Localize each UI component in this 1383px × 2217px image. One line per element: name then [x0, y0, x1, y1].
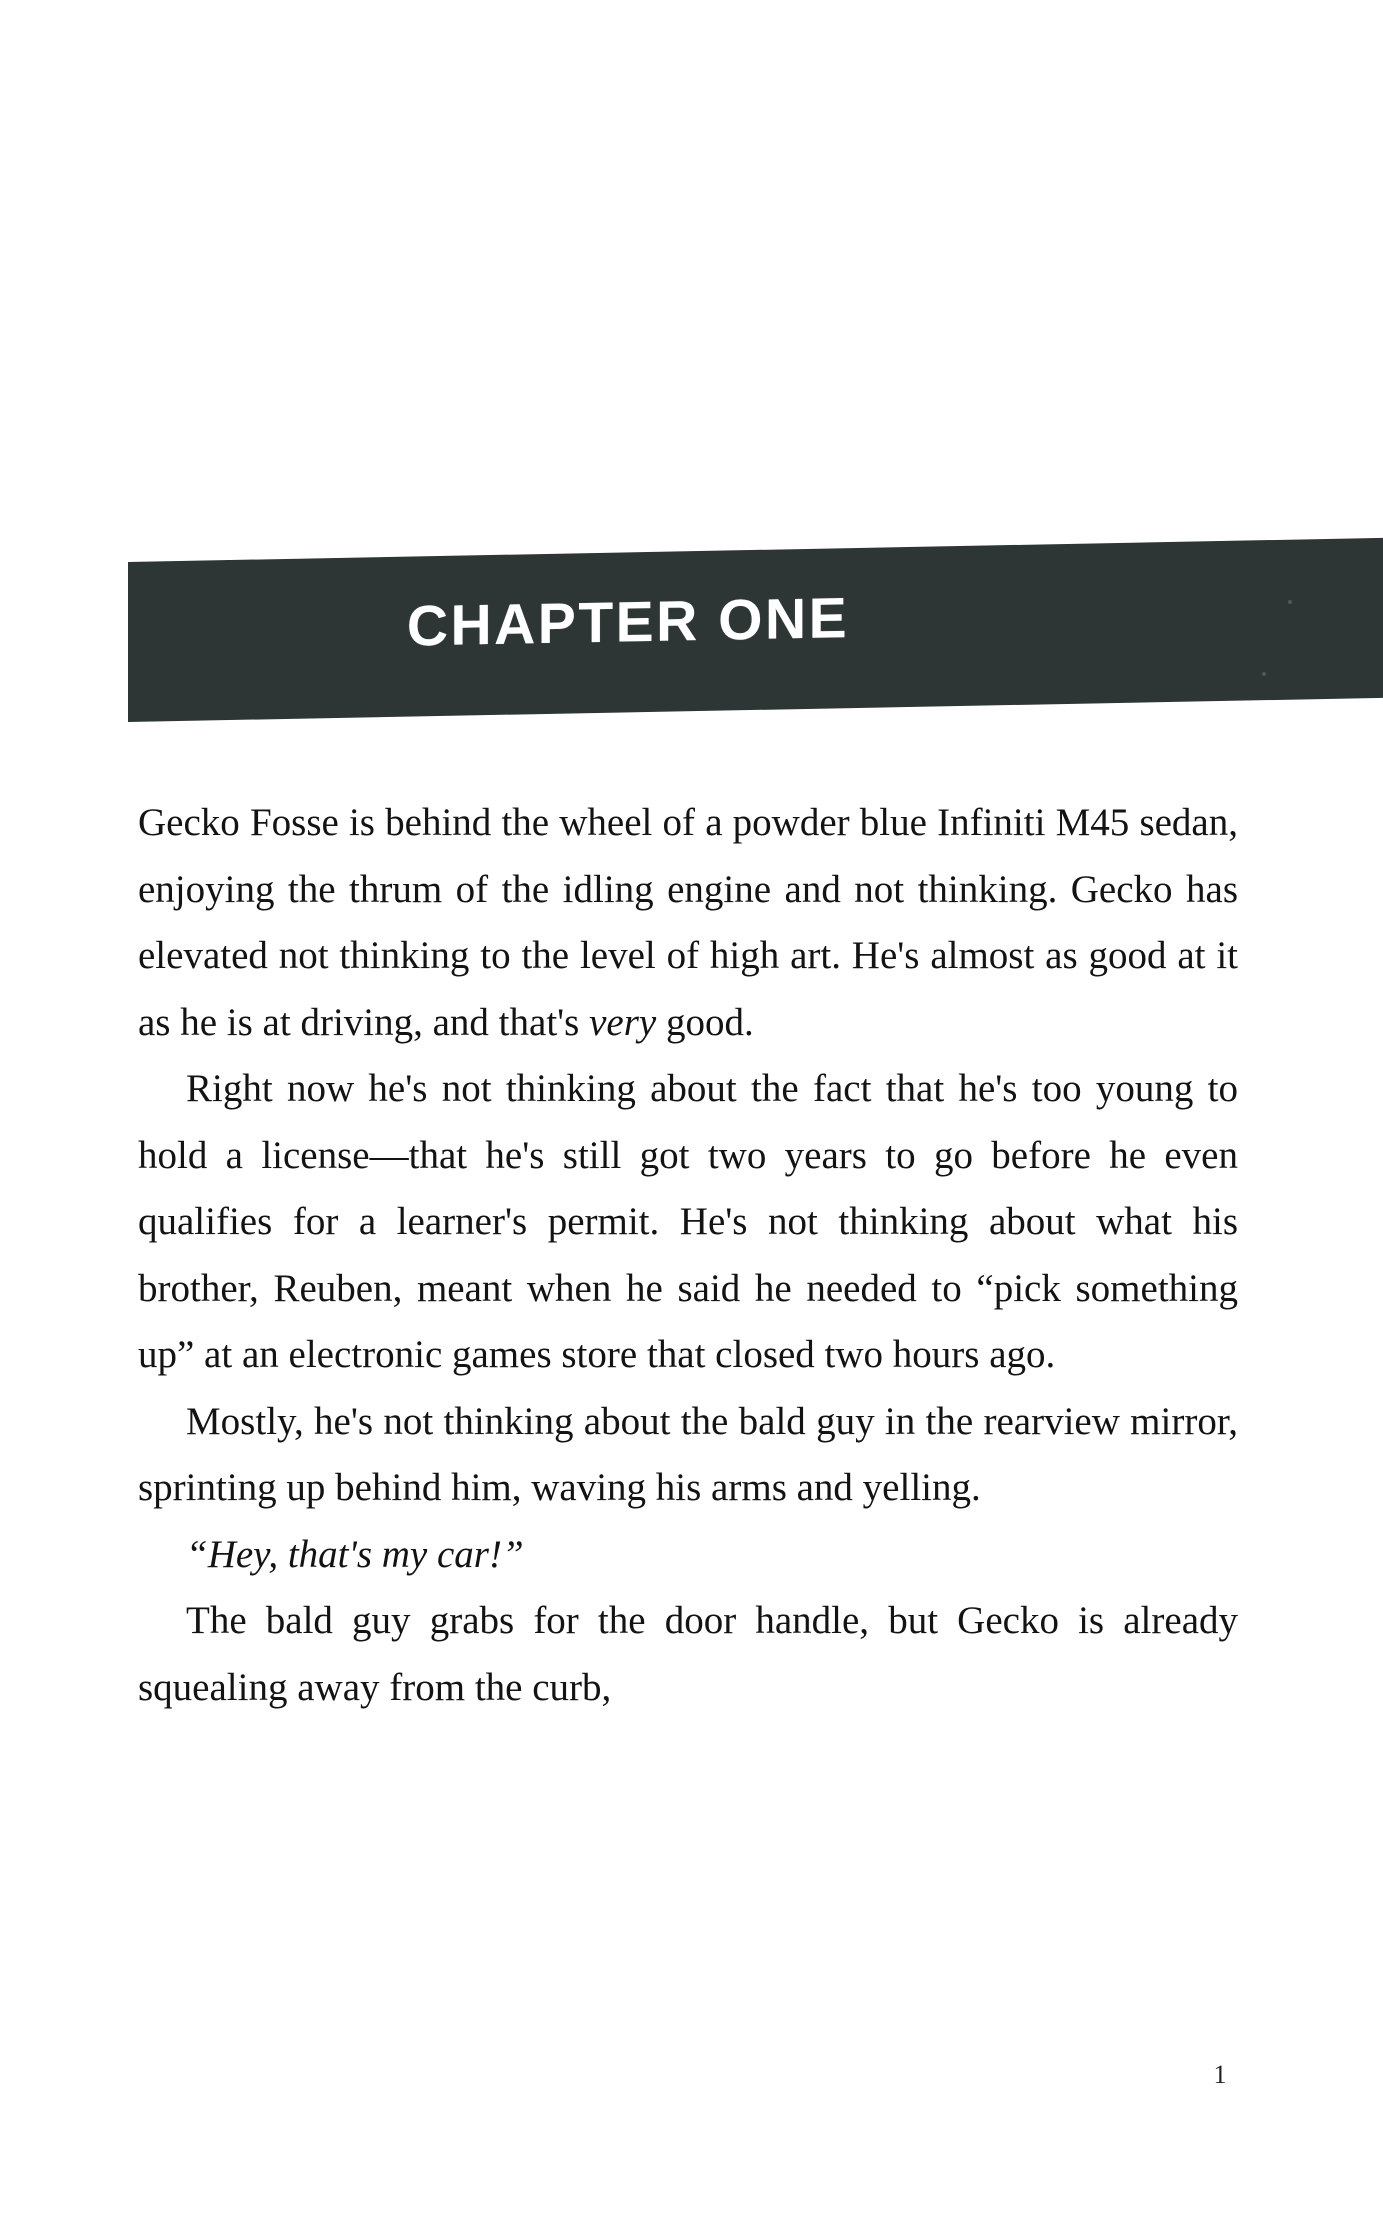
paragraph-2: Right now he's not thinking about the fact that he's too young to hold a license—that he's still got two years to go before he even qualifies for a learner's permit. He's not thinking about what his brother, Reuben, meant when he said he needed to “pick something up” at an electronic games store that closed two hours ago. — [138, 1067, 1238, 1376]
chapter-heading: CHAPTER ONE — [406, 586, 850, 659]
paragraph-1 — [138, 790, 1238, 1056]
page-number: 1 — [1213, 2060, 1227, 2089]
paragraph-1-emphasis: very — [589, 1000, 657, 1044]
scan-speckle — [1262, 672, 1266, 676]
paragraph-1-text: Gecko Fosse is behind the wheel of a powder blue Infiniti M45 sedan, enjoying the thrum of the idling engine and not thinking. Gecko has elevated not thinking to the level of high art. He's almost as good at it as he is at driving, and that's — [138, 801, 1238, 1044]
paragraph-3: Mostly, he's not thinking about the bald guy in the rearview mirror, sprinting up behind him, waving his arms and yelling. — [138, 1399, 1238, 1509]
paragraph-4-italic-text: “Hey, that's my car!” — [186, 1532, 524, 1576]
paragraph-4-dialogue — [138, 1522, 1238, 1589]
paragraph-5: The bald guy grabs for the door handle, but Gecko is already squealing away from the curb, — [138, 1599, 1238, 1709]
scan-speckle — [1288, 600, 1292, 604]
paragraph-1-tail: good. — [656, 1000, 754, 1044]
body-text-block — [138, 790, 1238, 1721]
